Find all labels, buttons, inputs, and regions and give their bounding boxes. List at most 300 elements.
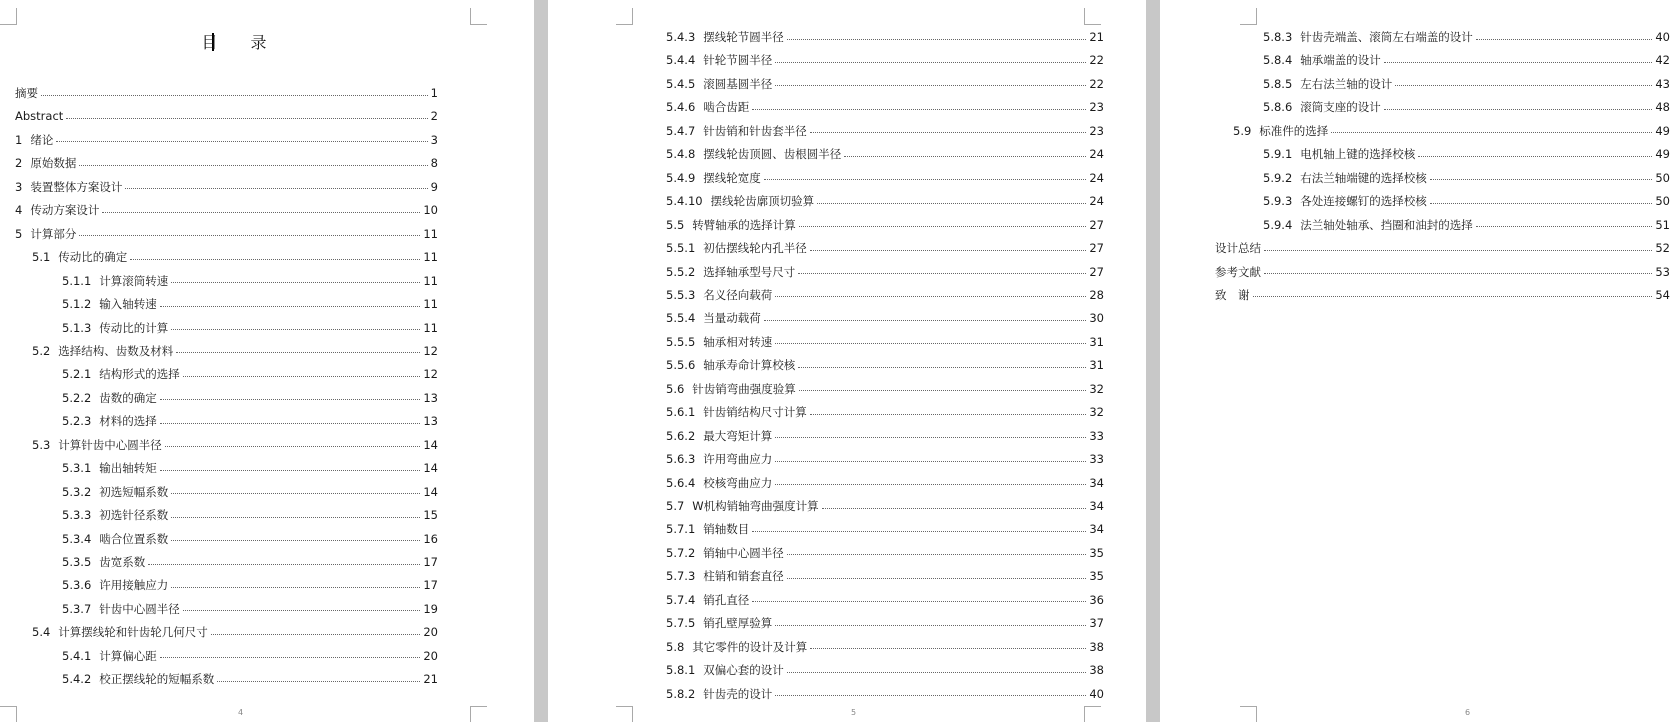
toc-entry[interactable]: [1263, 192, 1670, 210]
dot-leader: [787, 39, 1087, 40]
dot-leader: [775, 343, 1086, 344]
dot-leader: [171, 517, 420, 518]
dot-leader: [1430, 179, 1653, 180]
toc-entry[interactable]: [62, 412, 438, 430]
toc-entry-label: 销孔直径: [703, 592, 750, 607]
dot-leader: [822, 508, 1087, 509]
toc-entry[interactable]: [666, 380, 1104, 398]
toc-entry-label: 选择结构、齿数及材料: [58, 343, 174, 358]
toc-entry-label: 设计总结: [1215, 241, 1261, 256]
toc-entry-number: 5.3.2: [62, 484, 92, 499]
toc-entry[interactable]: [15, 107, 438, 125]
toc-entry-page: 49: [1655, 123, 1670, 138]
toc-entry-page: 32: [1089, 381, 1104, 396]
toc-entry-label: 轴承相对转速: [703, 334, 773, 349]
toc-entry-label: 计算滚筒转速: [99, 273, 169, 288]
toc-entry-page: 49: [1655, 147, 1670, 162]
dot-leader: [844, 156, 1086, 157]
toc-entry-number: 4: [15, 203, 23, 218]
toc-entry[interactable]: [666, 28, 1104, 46]
dot-leader: [66, 118, 427, 119]
toc-entry[interactable]: [666, 403, 1104, 421]
toc-entry-page: 24: [1089, 170, 1104, 185]
toc-entry[interactable]: [62, 272, 438, 290]
toc-entry[interactable]: [32, 436, 438, 454]
toc-entry-number: 5.7.5: [666, 616, 696, 631]
toc-entry-label: 滚筒支座的设计: [1300, 100, 1381, 115]
dot-leader: [211, 634, 421, 635]
toc-entry-number: 5.6.4: [666, 475, 696, 490]
toc-entry-label: 摆线轮齿廓顶切验算: [710, 194, 815, 209]
toc-entry-page: 22: [1089, 76, 1104, 91]
dot-leader: [775, 484, 1086, 485]
toc-entry-page: 28: [1089, 287, 1104, 302]
toc-entry-label: 校核弯曲应力: [703, 475, 773, 490]
toc-entry[interactable]: [1263, 216, 1670, 234]
toc-entry-label: 计算针齿中心圆半径: [58, 437, 162, 452]
toc-entry-number: 5.9.1: [1263, 147, 1293, 162]
toc-entry[interactable]: [666, 356, 1104, 374]
toc-entry[interactable]: [62, 365, 438, 383]
dot-leader: [799, 226, 1087, 227]
toc-entry[interactable]: [62, 670, 438, 688]
dot-leader: [160, 399, 421, 400]
toc-entry[interactable]: [666, 544, 1104, 562]
toc-entry[interactable]: [666, 450, 1104, 468]
toc-entry-page: 37: [1089, 616, 1104, 631]
dot-leader: [775, 461, 1086, 462]
toc-entry-page: 38: [1089, 663, 1104, 678]
toc-entry-number: 5.5.3: [666, 287, 696, 302]
toc-entry[interactable]: [666, 567, 1104, 585]
toc-entry-label: 标准件的选择: [1259, 123, 1329, 138]
toc-entry-number: 5.4.8: [666, 147, 696, 162]
toc-entry-label: 电机轴上键的选择校核: [1300, 147, 1416, 162]
toc-entry-label: 啮合齿距: [703, 100, 750, 115]
dot-leader: [79, 165, 427, 166]
toc-entry[interactable]: [62, 483, 438, 501]
toc-entry-page: 21: [423, 672, 438, 687]
toc-entry-number: 5.3.5: [62, 555, 92, 569]
dot-leader: [799, 390, 1087, 391]
toc-entry-label: 各处连接螺钉的选择校核: [1300, 194, 1427, 209]
dot-leader: [148, 564, 420, 565]
dot-leader: [752, 531, 1086, 532]
toc-entry[interactable]: [666, 333, 1104, 351]
toc-entry[interactable]: [666, 145, 1104, 163]
toc-entry-label: 法兰轴处轴承、挡圈和油封的选择: [1300, 217, 1473, 232]
toc-entry[interactable]: [666, 614, 1104, 632]
toc-entry-page: 27: [1089, 217, 1104, 232]
toc-entry-page: 48: [1655, 100, 1670, 115]
crop-mark-top-right: [1084, 8, 1101, 25]
dot-leader: [183, 376, 421, 377]
dot-leader: [56, 141, 427, 142]
toc-entry-number: 2: [15, 156, 23, 171]
toc-entry[interactable]: [15, 201, 438, 219]
toc-entry-number: 5.1: [32, 250, 51, 265]
toc-entry[interactable]: [666, 98, 1104, 116]
toc-entry[interactable]: [62, 530, 438, 548]
toc-entry[interactable]: [1263, 75, 1670, 93]
toc-entry-page: 11: [423, 273, 438, 288]
dot-leader: [160, 470, 421, 471]
toc-entry-label: 摆线轮齿顶圆、齿根圆半径: [703, 147, 842, 162]
toc-entry-number: 5.2: [32, 343, 51, 358]
crop-mark-top-right: [470, 8, 487, 25]
toc-entry-label: 针齿销结构尺寸计算: [703, 405, 807, 420]
toc-entry[interactable]: [62, 389, 438, 407]
toc-entry-number: 5.7.4: [666, 592, 696, 607]
toc-entry-label: 许用弯曲应力: [703, 452, 773, 467]
toc-entry-label: 摆线轮宽度: [703, 170, 761, 185]
dot-leader: [775, 695, 1086, 696]
toc-entry[interactable]: [1263, 145, 1670, 163]
toc-entry-number: 5.5.4: [666, 311, 696, 326]
toc-entry-page: 38: [1089, 639, 1104, 654]
toc-entry-page: 33: [1089, 452, 1104, 467]
crop-mark-top-left: [1240, 8, 1257, 25]
toc-entry[interactable]: [666, 474, 1104, 492]
toc-entry[interactable]: [1215, 239, 1670, 257]
crop-mark-top-left: [616, 8, 633, 25]
dot-leader: [217, 681, 420, 682]
toc-entry-number: 5.4.3: [666, 30, 696, 44]
toc-entry-label: 销轴数目: [703, 522, 750, 537]
toc-entry-label: 针齿壳的设计: [703, 686, 773, 701]
toc-entry[interactable]: [15, 225, 438, 243]
toc-entry-label: 绪论: [30, 132, 54, 147]
toc-entry-number: 5.8.4: [1263, 53, 1293, 68]
toc-entry[interactable]: [15, 154, 438, 172]
toc-entry[interactable]: [1263, 169, 1670, 187]
toc-entry-number: 5.4.2: [62, 672, 92, 687]
dot-leader: [1384, 62, 1653, 63]
toc-entry-number: 1: [15, 132, 23, 147]
toc-entry-page: 19: [423, 601, 438, 616]
toc-entry-label: 销轴中心圆半径: [703, 545, 784, 560]
document-page-5: [548, 0, 1146, 722]
toc-entry-number: 5.2.1: [62, 367, 92, 382]
toc-entry-page: 14: [423, 484, 438, 499]
toc-entry-page: 23: [1089, 123, 1104, 138]
document-page-4: [0, 0, 534, 722]
toc-entry-page: 27: [1089, 264, 1104, 279]
toc-entry-page: 2: [430, 109, 438, 124]
toc-entry-label: 针齿销和针齿套半径: [703, 123, 807, 138]
toc-entry-page: 23: [1089, 100, 1104, 115]
toc-entry-label: 校正摆线轮的短幅系数: [99, 672, 215, 687]
toc-entry[interactable]: [666, 216, 1104, 234]
dot-leader: [183, 610, 421, 611]
toc-entry-page: 8: [430, 156, 438, 171]
dot-leader: [171, 493, 420, 494]
dot-leader: [130, 259, 420, 260]
toc-entry-page: 14: [423, 437, 438, 452]
toc-entry[interactable]: [15, 84, 438, 102]
toc-title: 目 录: [201, 33, 281, 52]
toc-entry-label: 计算部分: [30, 226, 77, 241]
toc-entry-page: 51: [1655, 217, 1670, 232]
toc-entry[interactable]: [32, 248, 438, 266]
toc-entry-number: 5.5: [666, 217, 685, 232]
toc-entry-number: 5.3.1: [62, 461, 92, 476]
dot-leader: [798, 273, 1086, 274]
toc-entry[interactable]: [666, 169, 1104, 187]
toc-entry-label: 名义径向载荷: [703, 287, 773, 302]
toc-entry-page: 34: [1089, 499, 1104, 513]
toc-entry-page: 9: [430, 179, 438, 194]
toc-entry-page: 24: [1089, 194, 1104, 209]
dot-leader: [171, 587, 420, 588]
toc-entry-number: 5.1.1: [62, 273, 92, 288]
dot-leader: [775, 85, 1086, 86]
toc-entry-page: 35: [1089, 545, 1104, 560]
dot-leader: [1395, 85, 1652, 86]
toc-entry[interactable]: [666, 638, 1104, 656]
toc-entry-number: 5.7: [666, 499, 685, 513]
toc-entry[interactable]: [666, 685, 1104, 703]
toc-entry-page: 20: [423, 625, 438, 640]
dot-leader: [1476, 226, 1653, 227]
toc-entry-label: 滚圆基圆半径: [703, 76, 773, 91]
toc-entry-label: 参考文献: [1215, 264, 1261, 279]
toc-entry-page: 3: [430, 132, 438, 147]
toc-entry-number: 5.8.3: [1263, 30, 1293, 44]
toc-entry-label: 材料的选择: [99, 414, 157, 429]
toc-entry-number: 5.3.6: [62, 578, 92, 593]
dot-leader: [1264, 273, 1652, 274]
toc-entry-label: 最大弯矩计算: [703, 428, 773, 443]
dot-leader: [1253, 296, 1653, 297]
dot-leader: [1384, 109, 1653, 110]
crop-mark-bottom-left: [616, 706, 633, 722]
toc-entry-number: 5.5.6: [666, 358, 696, 373]
toc-entry-number: 5.8.6: [1263, 100, 1293, 115]
toc-entry-label: 柱销和销套直径: [703, 569, 784, 584]
dot-leader: [764, 179, 1087, 180]
dot-leader: [160, 306, 421, 307]
dot-leader: [171, 540, 420, 541]
toc-entry[interactable]: [1263, 28, 1670, 46]
toc-entry[interactable]: [666, 497, 1104, 515]
toc-entry-number: 5.3.4: [62, 531, 92, 546]
dot-leader: [817, 203, 1086, 204]
dot-leader: [102, 212, 420, 213]
toc-entry-page: 13: [423, 390, 438, 405]
toc-entry[interactable]: [62, 647, 438, 665]
toc-entry[interactable]: [62, 506, 438, 524]
crop-mark-bottom-left: [0, 706, 17, 722]
toc-entry-number: 5.2.3: [62, 414, 92, 429]
toc-entry-page: 42: [1655, 53, 1670, 68]
page-number: 5: [851, 708, 857, 717]
toc-entry-label: 致 谢: [1215, 287, 1250, 302]
toc-entry[interactable]: [32, 623, 438, 641]
dot-leader: [775, 625, 1086, 626]
dot-leader: [160, 423, 421, 424]
toc-entry-number: 5.4.1: [62, 648, 92, 663]
toc-entry-page: 17: [423, 578, 438, 593]
toc-entry[interactable]: [666, 286, 1104, 304]
dot-leader: [752, 601, 1086, 602]
toc-entry-label: 选择轴承型号尺寸: [703, 264, 796, 279]
toc-entry[interactable]: [15, 131, 438, 149]
dot-leader: [1476, 39, 1653, 40]
toc-entry-label: 齿数的确定: [99, 390, 157, 405]
toc-entry-number: 5.4.7: [666, 123, 696, 138]
toc-entry-number: 5.6: [666, 381, 685, 396]
toc-entry-number: 5.8.1: [666, 663, 696, 678]
toc-entry-number: 5.8.2: [666, 686, 696, 701]
toc-entry-label: 摘要: [15, 86, 38, 100]
page-number: 6: [1465, 708, 1471, 717]
toc-entry-page: 11: [423, 226, 438, 241]
toc-entry-page: 14: [423, 461, 438, 476]
toc-entry[interactable]: [666, 427, 1104, 445]
toc-entry-label: 初选短幅系数: [99, 484, 169, 499]
toc-entry-page: 34: [1089, 475, 1104, 490]
toc-entry-number: 5.1.2: [62, 297, 92, 312]
toc-entry-page: 1: [430, 86, 438, 100]
toc-entry-page: 54: [1655, 287, 1670, 302]
toc-entry-label: 当量动载荷: [703, 311, 761, 326]
dot-leader: [810, 648, 1086, 649]
toc-entry[interactable]: [1263, 51, 1670, 69]
page-number: 4: [238, 708, 244, 717]
toc-entry-page: 50: [1655, 194, 1670, 209]
dot-leader: [787, 672, 1087, 673]
toc-entry-number: 5.3.7: [62, 601, 92, 616]
toc-entry-label: 其它零件的设计及计算: [692, 639, 808, 654]
toc-entry-label: 传动比的确定: [58, 250, 128, 265]
dot-leader: [775, 296, 1086, 297]
toc-entry-number: 5.4.5: [666, 76, 696, 91]
dot-leader: [1430, 203, 1653, 204]
toc-entry[interactable]: [666, 520, 1104, 538]
toc-entry-page: 24: [1089, 147, 1104, 162]
toc-entry-label: 右法兰轴端键的选择校核: [1300, 170, 1427, 185]
toc-entry-label: 针轮节圆半径: [703, 53, 773, 68]
toc-entry-page: 11: [423, 250, 438, 265]
toc-entry-label: 原始数据: [30, 156, 77, 171]
toc-entry[interactable]: [666, 75, 1104, 93]
toc-entry-page: 53: [1655, 264, 1670, 279]
toc-entry-label: 双偏心套的设计: [703, 663, 784, 678]
crop-mark-bottom-right: [1084, 706, 1101, 722]
toc-entry-number: 5.5.5: [666, 334, 696, 349]
toc-entry[interactable]: [666, 263, 1104, 281]
dot-leader: [165, 446, 421, 447]
toc-entry[interactable]: [666, 239, 1104, 257]
toc-entry-page: 40: [1089, 686, 1104, 701]
toc-entry[interactable]: [666, 122, 1104, 140]
toc-entry-label: 传动比的计算: [99, 320, 169, 335]
dot-leader: [810, 132, 1087, 133]
toc-entry-label: 计算摆线轮和针齿轮几何尺寸: [58, 625, 208, 640]
toc-entry-label: 销孔壁厚验算: [703, 616, 773, 631]
toc-entry[interactable]: [62, 319, 438, 337]
toc-entry-number: 5.4.6: [666, 100, 696, 115]
dot-leader: [775, 437, 1086, 438]
toc-entry-label: 针齿壳端盖、滚筒左右端盖的设计: [1300, 30, 1473, 44]
toc-entry[interactable]: [666, 591, 1104, 609]
toc-entry-page: 11: [423, 297, 438, 312]
toc-entry-number: 5.6.2: [666, 428, 696, 443]
toc-entry-number: 5.8: [666, 639, 685, 654]
toc-entry[interactable]: [62, 576, 438, 594]
toc-entry[interactable]: [666, 51, 1104, 69]
toc-entry-page: 11: [423, 320, 438, 335]
toc-entry[interactable]: [62, 459, 438, 477]
toc-entry-label: 许用接触应力: [99, 578, 169, 593]
toc-entry-number: 5.4.4: [666, 53, 696, 68]
toc-entry[interactable]: [666, 192, 1104, 210]
toc-entry-page: 12: [423, 343, 438, 358]
toc-entry-label: 传动方案设计: [30, 203, 100, 218]
toc-entry[interactable]: [1215, 263, 1670, 281]
toc-entry[interactable]: [32, 342, 438, 360]
toc-entry-number: 5.8.5: [1263, 76, 1293, 91]
dot-leader: [79, 235, 420, 236]
toc-entry-label: 初估摆线轮内孔半径: [703, 241, 807, 256]
toc-entry[interactable]: [1263, 98, 1670, 116]
toc-entry-page: 36: [1089, 592, 1104, 607]
toc-entry-page: 32: [1089, 405, 1104, 420]
toc-entry-number: 5.6.3: [666, 452, 696, 467]
dot-leader: [798, 367, 1086, 368]
toc-entry-page: 35: [1089, 569, 1104, 584]
toc-entry[interactable]: [62, 295, 438, 313]
toc-entry[interactable]: [666, 309, 1104, 327]
toc-entry-page: 27: [1089, 241, 1104, 256]
dot-leader: [1418, 156, 1652, 157]
toc-entry-number: 5.7.2: [666, 545, 696, 560]
toc-entry-label: W机构销轴弯曲强度计算: [692, 499, 819, 513]
toc-entry-label: 结构形式的选择: [99, 367, 180, 382]
toc-entry-label: 初选针径系数: [99, 508, 169, 523]
toc-entry-number: 5.5.1: [666, 241, 696, 256]
toc-entry-page: 12: [423, 367, 438, 382]
dot-leader: [775, 62, 1086, 63]
toc-entry[interactable]: [666, 661, 1104, 679]
dot-leader: [810, 414, 1087, 415]
toc-entry-page: 17: [423, 555, 438, 569]
toc-entry[interactable]: [1215, 286, 1670, 304]
toc-entry-page: 30: [1089, 311, 1104, 326]
toc-entry[interactable]: [62, 553, 438, 571]
dot-leader: [171, 282, 420, 283]
toc-entry-label: 摆线轮节圆半径: [703, 30, 784, 44]
toc-entry-label: 输出轴转矩: [99, 461, 157, 476]
toc-entry[interactable]: [15, 178, 438, 196]
toc-entry-number: 5.7.3: [666, 569, 696, 584]
toc-entry-page: 20: [423, 648, 438, 663]
dot-leader: [171, 329, 420, 330]
dot-leader: [810, 250, 1087, 251]
dot-leader: [787, 554, 1087, 555]
toc-entry-label: 轴承寿命计算校核: [703, 358, 796, 373]
toc-entry-page: 21: [1089, 30, 1104, 44]
dot-leader: [752, 109, 1086, 110]
toc-entry-number: 5.9.3: [1263, 194, 1293, 209]
toc-entry-page: 16: [423, 531, 438, 546]
toc-entry-label: 左右法兰轴的设计: [1300, 76, 1393, 91]
toc-entry-page: 33: [1089, 428, 1104, 443]
toc-entry[interactable]: [1233, 122, 1670, 140]
toc-entry[interactable]: [62, 600, 438, 618]
toc-entry-number: 5.5.2: [666, 264, 696, 279]
